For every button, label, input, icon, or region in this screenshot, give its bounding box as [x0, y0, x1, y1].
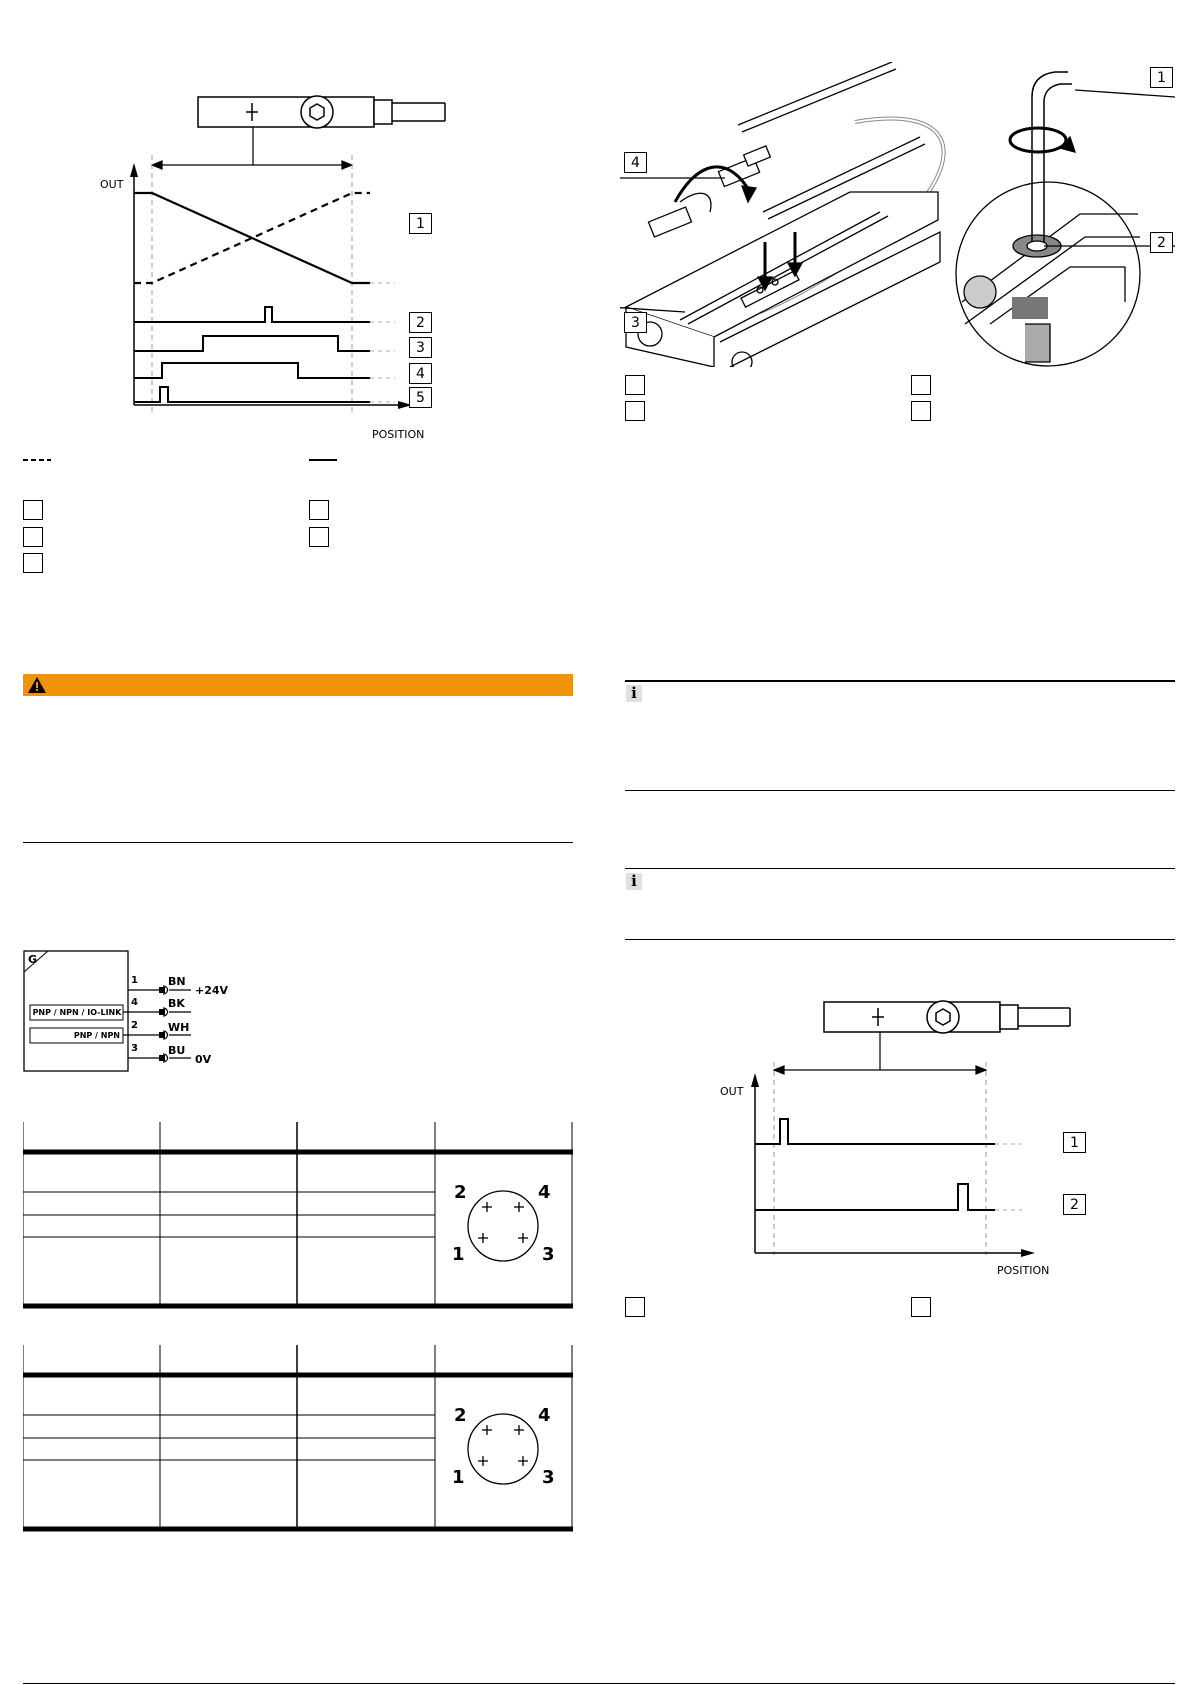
pin-signal: +24V	[195, 984, 229, 997]
info-rule-top-2	[625, 868, 1175, 869]
sensor-drawing	[824, 1001, 1070, 1033]
connector-pin-label: 1	[452, 1467, 465, 1488]
output-label-2: PNP / NPN	[73, 1031, 120, 1040]
bottom-legend-box-2	[911, 1297, 931, 1317]
pin-color: BN	[168, 975, 186, 988]
legend-box-1	[23, 500, 43, 520]
pin-number: 1	[131, 975, 138, 986]
sensor-drawing	[198, 96, 445, 128]
info-rule-top-1	[625, 680, 1175, 682]
housing-label: G	[28, 953, 38, 966]
connector-m12-pinout	[468, 1191, 538, 1261]
mount-legend-box-1	[625, 375, 645, 395]
connector-pin-label: 3	[542, 1244, 555, 1265]
mount-callout-2: 2	[1150, 232, 1173, 253]
pin-table-2	[23, 1345, 575, 1535]
callout-3: 3	[409, 337, 432, 358]
legend-box-3	[23, 553, 43, 573]
mount-callout-3: 3	[624, 312, 647, 333]
info-rule-bottom-2	[625, 939, 1175, 940]
pin-signal: 0V	[195, 1053, 212, 1066]
bottom-callout-2: 2	[1063, 1194, 1086, 1215]
pin-number: 4	[131, 997, 138, 1008]
callout-4: 4	[409, 363, 432, 384]
mounting-illustration	[620, 62, 1175, 367]
legend-box-5	[309, 527, 329, 547]
bottom-legend-box-1	[625, 1297, 645, 1317]
legend-dashed-line	[23, 457, 53, 463]
signal-diagram-top-left	[90, 85, 450, 445]
wiring-diagram	[23, 950, 243, 1072]
y-axis-label: OUT	[100, 178, 124, 191]
x-axis-label: POSITION	[372, 428, 425, 441]
info-rule-bottom-1	[625, 790, 1175, 791]
callout-1: 1	[409, 213, 432, 234]
bottom-callout-1: 1	[1063, 1132, 1086, 1153]
connector-pin-label: 1	[452, 1244, 465, 1265]
connector-pin-label: 2	[454, 1405, 467, 1426]
output-label-1: PNP / NPN / IO-LINK	[32, 1008, 122, 1017]
pin-color: WH	[168, 1021, 190, 1034]
legend-box-4	[309, 500, 329, 520]
callout-5: 5	[409, 387, 432, 408]
connector-m12-pinout	[468, 1414, 538, 1484]
pin-color: BK	[168, 997, 185, 1010]
signal-diagram-bottom-right	[710, 990, 1080, 1280]
footer-rule	[23, 1683, 1175, 1684]
callout-2: 2	[409, 312, 432, 333]
info-icon: i	[626, 873, 642, 890]
connector-pin-label: 3	[542, 1467, 555, 1488]
mount-legend-box-3	[911, 375, 931, 395]
connector-pin-label: 2	[454, 1182, 467, 1203]
connector-pin-label: 4	[538, 1182, 551, 1203]
x-axis-label: POSITION	[997, 1264, 1050, 1277]
info-icon: i	[626, 685, 642, 702]
warning-triangle-icon	[27, 676, 47, 694]
mount-legend-box-4	[911, 401, 931, 421]
legend-box-2	[23, 527, 43, 547]
mount-callout-1: 1	[1150, 67, 1173, 88]
mount-legend-box-2	[625, 401, 645, 421]
pin-table-1	[23, 1122, 575, 1312]
y-axis-label: OUT	[720, 1085, 744, 1098]
pin-color: BU	[168, 1044, 186, 1057]
pin-number: 3	[131, 1043, 138, 1054]
legend-solid-line	[309, 457, 339, 463]
connector-pin-label: 4	[538, 1405, 551, 1426]
warning-bar	[23, 674, 573, 696]
pin-number: 2	[131, 1020, 138, 1031]
divider-left-1	[23, 842, 573, 843]
mount-callout-4: 4	[624, 152, 647, 173]
